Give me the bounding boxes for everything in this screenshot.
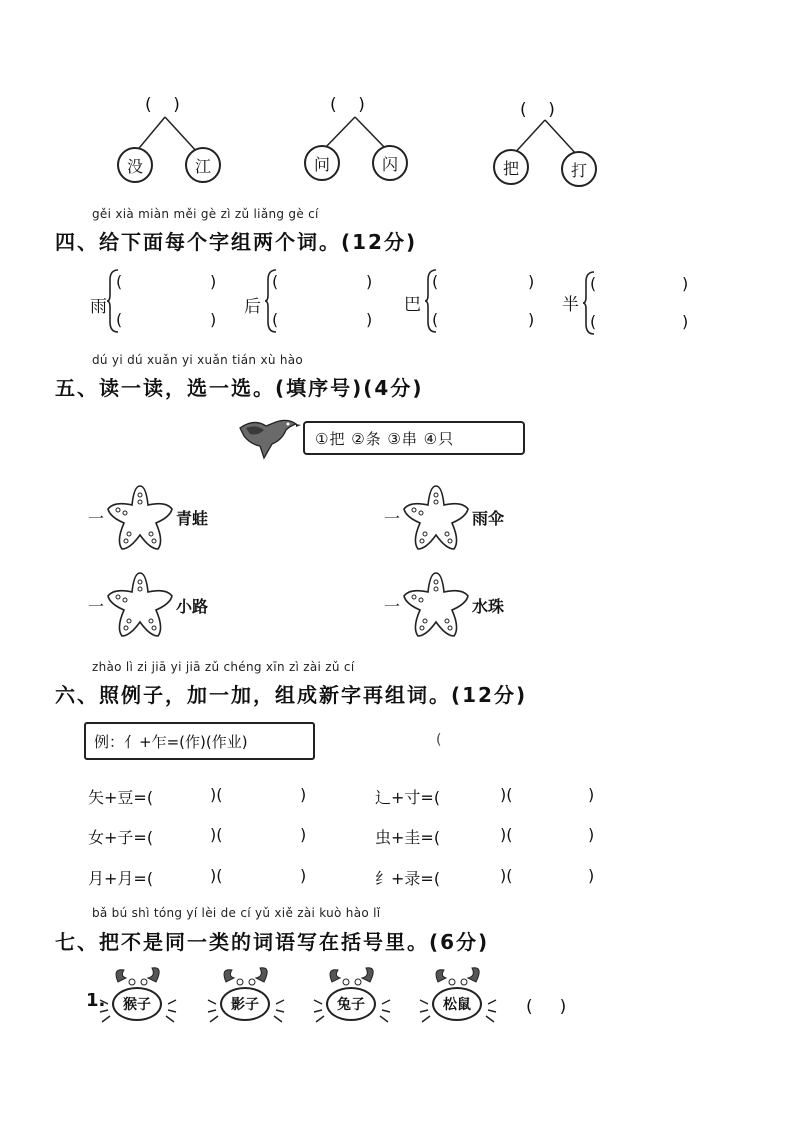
answer-paren-2[interactable]: ( ) (330, 95, 365, 115)
char-circle-wen: 问 (304, 145, 340, 181)
section5-heading: 五、读一读，选一选。(填序号)(4分) (55, 376, 424, 400)
paren-open[interactable]: ( (116, 310, 123, 329)
item-word: 小路 (176, 597, 209, 616)
section7-heading: 七、把不是同一类的词语写在括号里。(6分) (55, 930, 490, 954)
example-box (84, 722, 315, 760)
starfish-answer-slot[interactable] (400, 570, 472, 640)
paren-close[interactable]: ) (366, 310, 373, 329)
paren-open[interactable]: ( (272, 310, 279, 329)
answer-slot-mid[interactable]: )( (210, 866, 223, 885)
section5-pinyin: dú yi dú xuǎn yi xuǎn tián xù hào (92, 353, 304, 367)
crab-word: 影子 (220, 987, 270, 1021)
stray-mark: ( (436, 732, 442, 748)
crab-word: 兔子 (326, 987, 376, 1021)
answer-slot-mid[interactable]: )( (500, 866, 513, 885)
paren-open[interactable]: ( (116, 272, 123, 291)
group-char-yu: 雨 (90, 297, 107, 317)
paren-close[interactable]: ) (528, 272, 535, 291)
item-prefix: 一 (88, 509, 105, 528)
formula-left: 女+子=( (88, 828, 154, 847)
group-char-hou: 后 (244, 297, 261, 317)
paren-open[interactable]: ( (432, 310, 439, 329)
section7-pinyin: bǎ bú shì tóng yí lèi de cí yǔ xiě zài kuò hào lǐ (92, 906, 381, 920)
char-circle-mei: 没 (117, 147, 153, 183)
item-word: 青蛙 (176, 509, 209, 528)
answer-slot-end[interactable]: ) (588, 866, 595, 885)
char-circle-ba: 把 (493, 149, 529, 185)
measure-word-options (303, 421, 525, 455)
answer-paren-3[interactable]: ( ) (520, 100, 555, 120)
answer-slot-end[interactable]: ) (588, 785, 595, 804)
answer-slot-end[interactable]: ) (300, 785, 307, 804)
paren-close[interactable]: ) (682, 274, 689, 293)
item-prefix: 一 (384, 597, 401, 616)
paren-open[interactable]: ( (590, 274, 597, 293)
section6-pinyin: zhào lì zi jiā yi jiā zǔ chéng xīn zì zài zǔ cí (92, 660, 355, 674)
paren-open[interactable]: ( (432, 272, 439, 291)
answer-slot-mid[interactable]: )( (210, 785, 223, 804)
group-char-ban: 半 (562, 295, 579, 315)
section6-heading: 六、照例子，加一加，组成新字再组词。(12分) (55, 683, 528, 707)
formula-left: 月+月=( (88, 869, 154, 888)
char-circle-shan: 闪 (372, 145, 408, 181)
dove-icon (236, 414, 302, 460)
item-prefix: 一 (384, 509, 401, 528)
answer-paren-1[interactable]: ( ) (145, 95, 180, 115)
answer-slot-end[interactable]: ) (300, 866, 307, 885)
starfish-answer-slot[interactable] (104, 483, 176, 553)
section4-pinyin: gěi xià miàn měi gè zì zǔ liǎng gè cí (92, 207, 319, 221)
char-circle-da: 打 (561, 151, 597, 187)
group-char-ba: 巴 (404, 295, 421, 315)
item-prefix: 一 (88, 597, 105, 616)
answer-slot-mid[interactable]: )( (500, 825, 513, 844)
paren-close[interactable]: ) (210, 310, 217, 329)
paren-close[interactable]: ) (366, 272, 373, 291)
starfish-answer-slot[interactable] (104, 570, 176, 640)
answer-slot-mid[interactable]: )( (210, 825, 223, 844)
formula-left: 矢+豆=( (88, 788, 154, 807)
answer-slot-end[interactable]: ) (588, 825, 595, 844)
char-circle-jiang: 江 (185, 147, 221, 183)
crab-word: 松鼠 (432, 987, 482, 1021)
formula-right: 纟+录=( (375, 869, 441, 888)
item-number: 1. (86, 990, 106, 1011)
formula-right: 辶+寸=( (375, 788, 441, 807)
section4-heading: 四、给下面每个字组两个词。(12分) (55, 230, 418, 254)
item-word: 雨伞 (472, 509, 505, 528)
answer-slot-end[interactable]: ) (300, 825, 307, 844)
paren-close[interactable]: ) (682, 312, 689, 331)
paren-open[interactable]: ( (272, 272, 279, 291)
paren-close[interactable]: ) (210, 272, 217, 291)
paren-open[interactable]: ( (590, 312, 597, 331)
item-word: 水珠 (472, 597, 505, 616)
answer-paren-odd-one[interactable]: ( ) (526, 997, 567, 1017)
answer-slot-mid[interactable]: )( (500, 785, 513, 804)
example-text: 例：亻+乍=(作)(作业) (94, 732, 248, 751)
paren-close[interactable]: ) (528, 310, 535, 329)
crab-word: 猴子 (112, 987, 162, 1021)
options-text: ①把 ②条 ③串 ④只 (315, 429, 455, 448)
formula-right: 虫+圭=( (375, 828, 441, 847)
starfish-answer-slot[interactable] (400, 483, 472, 553)
